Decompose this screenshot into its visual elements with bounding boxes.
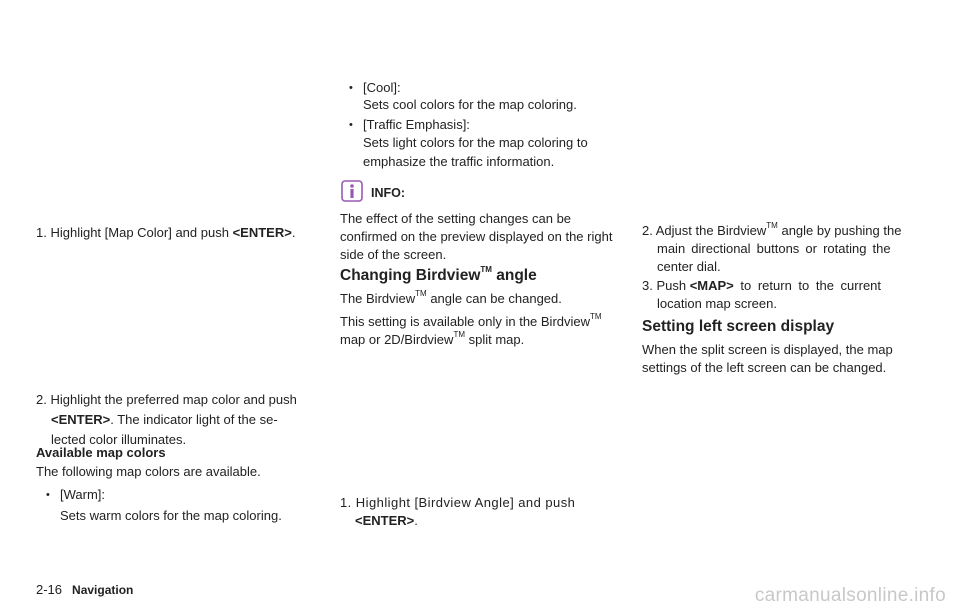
page-footer [36, 582, 133, 597]
traffic-emphasis-description: Sets light colors for the map coloring to emphasize the traffic information. [363, 135, 588, 169]
available-map-colors-heading: Available map colors [36, 445, 166, 460]
changing-birdview-heading: Changing Birdview™ angle [340, 264, 537, 284]
cool-item: • [Cool]: [363, 79, 401, 97]
page-number: 2-16 [36, 582, 63, 597]
section-name: Navigation [72, 583, 134, 597]
map-colors-intro: The following map colors are available. [36, 464, 261, 479]
birdview-can-change: The Birdview™ angle can be changed. [340, 288, 562, 306]
step-2-adjust-birdview: 2. Adjust the Birdview™ angle by pushing the main directional buttons or rotating the center dial. [642, 220, 902, 274]
step-3-push-map: 3. Push <MAP> to return to the current location map screen. [642, 278, 882, 311]
birdview-availability: This setting is available only in the Birdview™ map or 2D/Birdview™ split map. [340, 311, 602, 347]
info-title: INFO: [371, 186, 406, 200]
warm-description: Sets warm colors for the map coloring. [60, 508, 282, 523]
step-1-birdview-angle: 1. Highlight [Birdview Angle] and push <ENTER>. [340, 495, 576, 528]
cool-description: Sets cool colors for the map coloring. [363, 97, 577, 112]
info-icon [341, 180, 363, 202]
info-text: The effect of the setting changes can be confirmed on the preview displayed on the right side of the screen. [340, 211, 613, 262]
traffic-emphasis-item: • [Traffic Emphasis]: [363, 116, 470, 134]
watermark: carmanualsonline.info [754, 585, 946, 606]
step-2-preferred-color: 2. Highlight the preferred map color and push <ENTER>. The indicator light of the se- lected color illuminates. [36, 392, 297, 447]
step-1-map-color: 1. Highlight [Map Color] and push <ENTER>. [36, 225, 296, 240]
warm-item: • [Warm]: [60, 486, 105, 504]
setting-left-screen-heading: Setting left screen display [642, 318, 835, 335]
left-screen-description: When the split screen is displayed, the map settings of the left screen can be changed. [642, 342, 893, 375]
